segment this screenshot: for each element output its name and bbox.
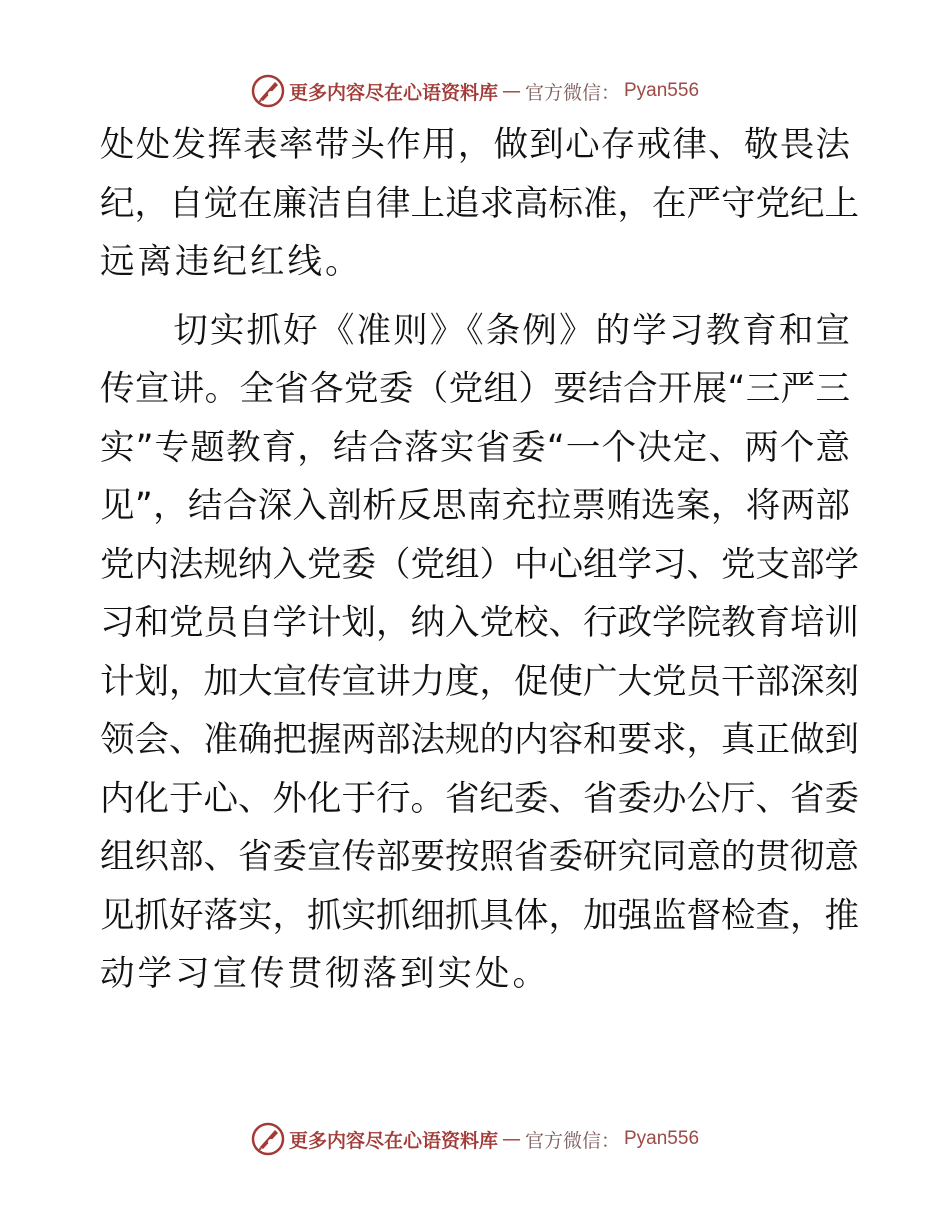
paragraph-1: [100, 116, 859, 292]
header-banner-text: 更多内容尽在心语资料库: [288, 81, 498, 104]
quill-logo-icon: [251, 1122, 285, 1156]
text-line: 切实抓好《准则》《条例》的学习教育和宣: [100, 310, 850, 351]
header-banner: [0, 71, 950, 111]
quill-logo-icon: [251, 74, 285, 108]
header-wechat-label: 官方微信：: [524, 81, 620, 104]
text-line: 组织部、省委宣传部要按照省委研究同意的贯彻意: [100, 837, 859, 877]
footer-wechat-id: Pyan556: [624, 1128, 700, 1149]
text-line: 实”专题教育，结合落实省委“一个决定、两个意: [100, 427, 850, 468]
footer-banner-content: [251, 1122, 699, 1156]
text-line: 党内法规纳入党委（党组）中心组学习、党支部学: [100, 544, 859, 585]
header-banner-content: [251, 74, 699, 108]
text-line: 领会、准确把握两部法规的内容和要求，真正做到: [100, 720, 859, 760]
footer-wechat-label: 官方微信：: [524, 1129, 620, 1152]
text-line: 纪，自觉在廉洁自律上追求高标准，在严守党纪上: [100, 183, 859, 224]
text-line: 见抓好落实，抓实抓细抓具体，加强监督检查，推: [100, 895, 859, 936]
text-line: 内化于心、外化于行。省纪委、省委办公厅、省委: [100, 778, 859, 819]
text-line: 见”，结合深入剖析反思南充拉票贿选案，将两部: [100, 486, 850, 526]
text-line: 习和党员自学计划，纳入党校、行政学院教育培训: [100, 603, 859, 643]
header-wechat-id: Pyan556: [624, 80, 700, 101]
footer-banner-text: 更多内容尽在心语资料库: [288, 1129, 498, 1152]
footer-banner: [0, 1119, 950, 1159]
footer-banner-separator: —: [501, 1128, 521, 1150]
header-banner-separator: —: [501, 80, 521, 102]
paragraph-2: [100, 302, 859, 1004]
text-line: 计划，加大宣传宣讲力度，促使广大党员干部深刻: [100, 661, 859, 702]
text-line: 远离违纪红线。: [100, 242, 363, 282]
text-line: 动学习宣传贯彻落到实处。: [100, 954, 550, 994]
text-line: 处处发挥表率带头作用，做到心存戒律、敬畏法: [100, 125, 850, 165]
document-body: [100, 116, 859, 1004]
text-line: 传宣讲。全省各党委（党组）要结合开展“三严三: [100, 369, 850, 409]
